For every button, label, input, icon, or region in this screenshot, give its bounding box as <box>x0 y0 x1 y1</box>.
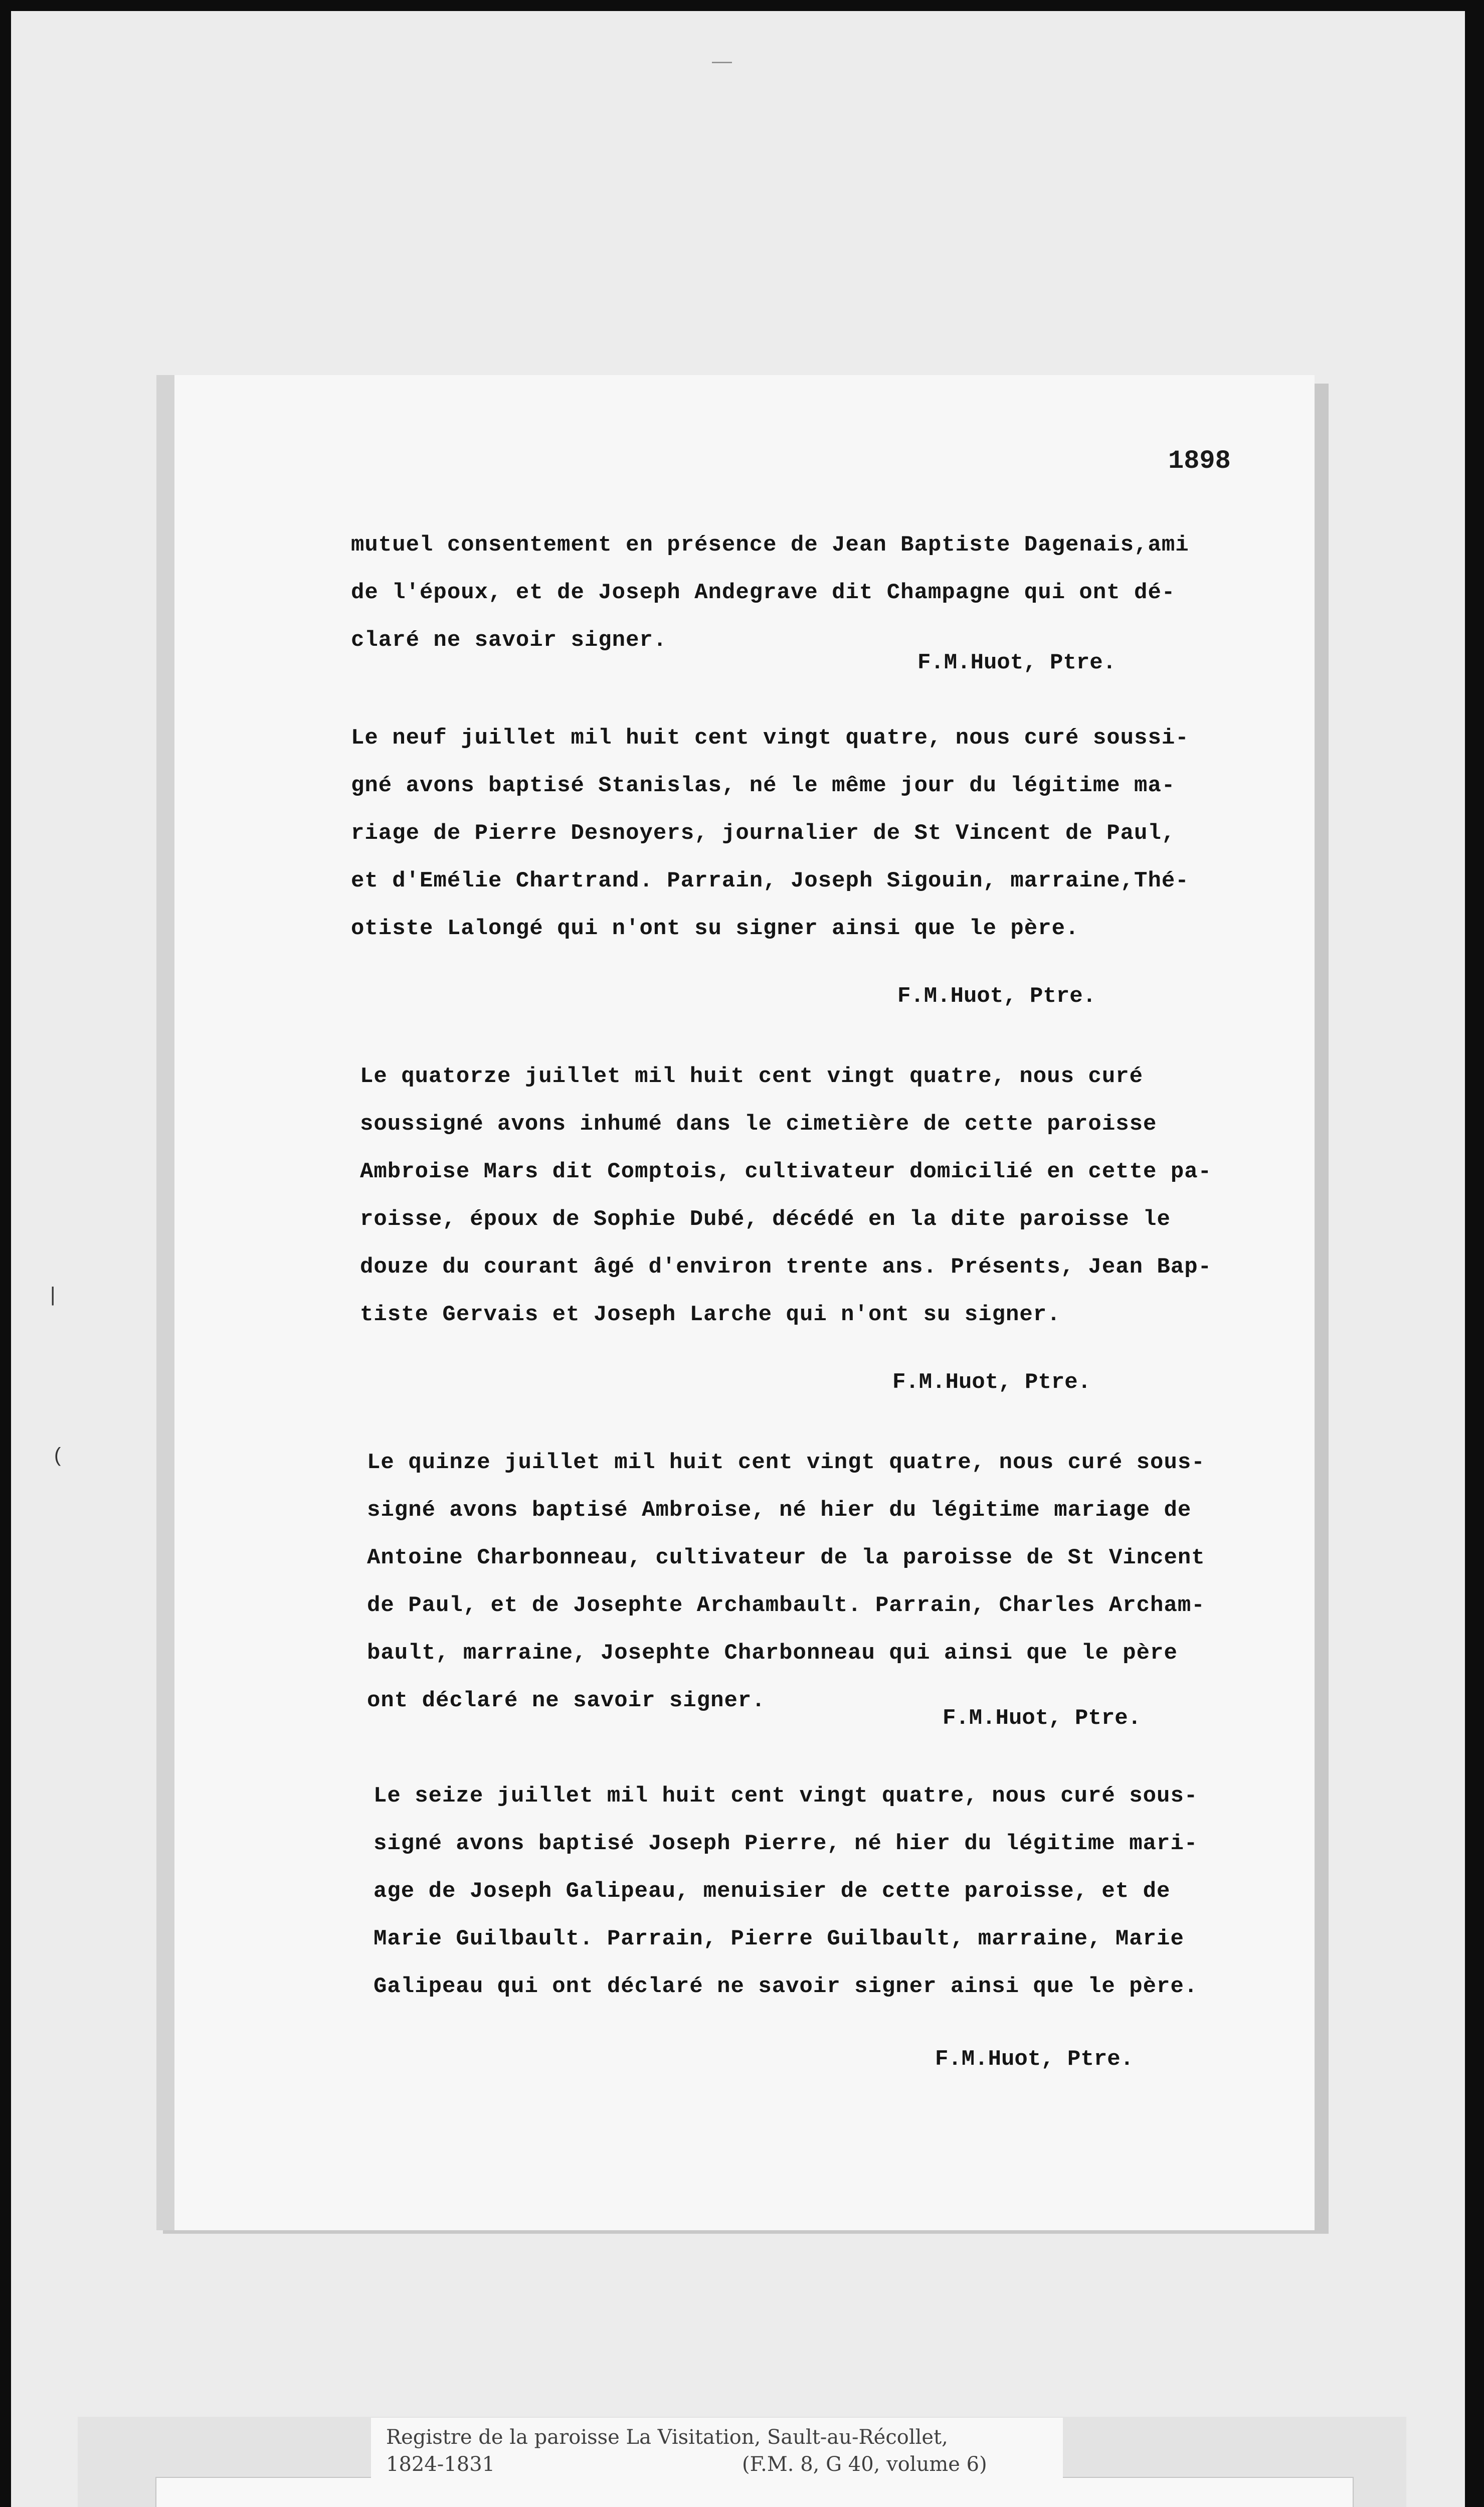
text-line: Ambroise Mars dit Comptois, cultivateur domicilié en cette pa- <box>360 1159 1212 1184</box>
text-line: gné avons baptisé Stanislas, né le même jour du légitime ma- <box>351 773 1176 798</box>
text-line: ont déclaré ne savoir signer. <box>367 1688 766 1713</box>
text-line: Le neuf juillet mil huit cent vingt quatre, nous curé soussi- <box>351 726 1189 751</box>
signature: F.M.Huot, Ptre. <box>935 2047 1134 2072</box>
text-line: Le quinze juillet mil huit cent vingt quatre, nous curé sous- <box>367 1450 1205 1475</box>
reference-line: Registre de la paroisse La Visitation, Sault-au-Récollet, <box>386 2426 948 2449</box>
reference-years: 1824-1831 <box>386 2453 495 2476</box>
text-line: claré ne savoir signer. <box>351 628 667 653</box>
text-line: mutuel consentement en présence de Jean Baptiste Dagenais,ami <box>351 532 1189 558</box>
text-line: bault, marraine, Josephte Charbonneau qui ainsi que le père <box>367 1641 1178 1666</box>
text-line: otiste Lalongé qui n'ont su signer ainsi que le père. <box>351 916 1079 941</box>
text-line: de Paul, et de Josephte Archambault. Parrain, Charles Archam- <box>367 1593 1205 1618</box>
reference-volume: (F.M. 8, G 40, volume 6) <box>742 2453 987 2476</box>
page-number: 1898 <box>1168 446 1231 476</box>
text-line: et d'Emélie Chartrand. Parrain, Joseph Sigouin, marraine,Thé- <box>351 868 1189 893</box>
text-line: Le seize juillet mil huit cent vingt quatre, nous curé sous- <box>374 1783 1198 1809</box>
text-line: Galipeau qui ont déclaré ne savoir signer ainsi que le père. <box>374 1974 1198 1999</box>
text-line: de l'époux, et de Joseph Andegrave dit Champagne qui ont dé- <box>351 580 1176 605</box>
film-mark: — <box>712 50 732 72</box>
text-line: signé avons baptisé Joseph Pierre, né hier du légitime mari- <box>374 1831 1198 1856</box>
text-line: douze du courant âgé d'environ trente ans. Présents, Jean Bap- <box>360 1255 1212 1280</box>
text-line: riage de Pierre Desnoyers, journalier de St Vincent de Paul, <box>351 821 1176 846</box>
text-line: signé avons baptisé Ambroise, né hier du légitime mariage de <box>367 1498 1192 1523</box>
signature: F.M.Huot, Ptre. <box>943 1706 1142 1731</box>
text-line: age de Joseph Galipeau, menuisier de cette paroisse, et de <box>374 1879 1171 1904</box>
film-mark: ( <box>54 1444 61 1466</box>
text-line: Marie Guilbault. Parrain, Pierre Guilbault, marraine, Marie <box>374 1926 1184 1951</box>
text-line: roisse, époux de Sophie Dubé, décédé en la dite paroisse le <box>360 1207 1171 1232</box>
signature: F.M.Huot, Ptre. <box>917 650 1117 675</box>
signature: F.M.Huot, Ptre. <box>892 1370 1091 1395</box>
text-line: tiste Gervais et Joseph Larche qui n'ont su signer. <box>360 1302 1061 1327</box>
text-line: Le quatorze juillet mil huit cent vingt quatre, nous curé <box>360 1064 1144 1089</box>
signature: F.M.Huot, Ptre. <box>897 984 1096 1009</box>
text-line: soussigné avons inhumé dans le cimetière de cette paroisse <box>360 1112 1157 1137</box>
film-mark: | <box>50 1284 56 1306</box>
text-line: Antoine Charbonneau, cultivateur de la paroisse de St Vincent <box>367 1545 1205 1570</box>
